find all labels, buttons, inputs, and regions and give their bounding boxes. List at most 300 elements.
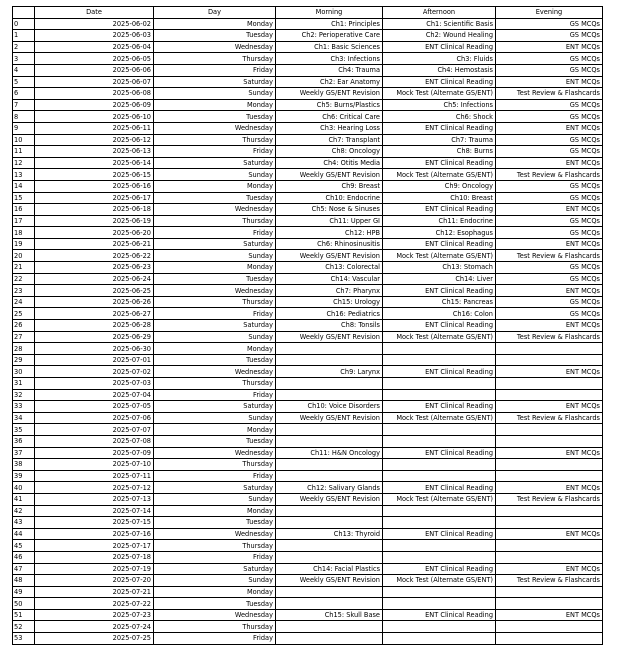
day-cell: Wednesday [154, 285, 276, 297]
afternoon-cell: Mock Test (Alternate GS/ENT) [383, 412, 496, 424]
row-index: 23 [13, 285, 35, 297]
table-row [13, 53, 603, 65]
row-index: 2 [13, 41, 35, 53]
afternoon-cell: Ch3: Fluids [383, 53, 496, 65]
evening-cell: ENT MCQs [496, 157, 603, 169]
day-cell: Friday [154, 633, 276, 645]
afternoon-cell: Ch12: Esophagus [383, 227, 496, 239]
date-cell: 2025-07-08 [35, 435, 154, 447]
row-index: 33 [13, 401, 35, 413]
day-cell: Monday [154, 262, 276, 274]
day-cell: Sunday [154, 331, 276, 343]
morning-cell: Weekly GS/ENT Revision [276, 250, 383, 262]
afternoon-cell: ENT Clinical Reading [383, 482, 496, 494]
day-cell: Tuesday [154, 30, 276, 42]
table-row [13, 482, 603, 494]
morning-cell: Ch8: Tonsils [276, 320, 383, 332]
evening-cell: GS MCQs [496, 296, 603, 308]
date-cell: 2025-06-10 [35, 111, 154, 123]
table-row [13, 250, 603, 262]
afternoon-cell [383, 621, 496, 633]
row-index: 35 [13, 424, 35, 436]
morning-cell [276, 459, 383, 471]
row-index: 18 [13, 227, 35, 239]
afternoon-cell: Ch14: Liver [383, 273, 496, 285]
evening-cell: GS MCQs [496, 273, 603, 285]
afternoon-cell: Mock Test (Alternate GS/ENT) [383, 493, 496, 505]
date-cell: 2025-07-20 [35, 575, 154, 587]
evening-cell [496, 378, 603, 390]
table-row [13, 378, 603, 390]
day-cell: Tuesday [154, 435, 276, 447]
morning-cell [276, 517, 383, 529]
morning-cell [276, 389, 383, 401]
day-cell: Saturday [154, 401, 276, 413]
table-row [13, 633, 603, 645]
morning-cell: Ch9: Breast [276, 180, 383, 192]
evening-cell: GS MCQs [496, 64, 603, 76]
date-cell: 2025-06-20 [35, 227, 154, 239]
afternoon-cell: Ch16: Colon [383, 308, 496, 320]
evening-cell: Test Review & Flashcards [496, 250, 603, 262]
morning-cell: Weekly GS/ENT Revision [276, 493, 383, 505]
row-index: 34 [13, 412, 35, 424]
row-index: 17 [13, 215, 35, 227]
morning-cell: Ch15: Skull Base [276, 609, 383, 621]
date-cell: 2025-06-09 [35, 99, 154, 111]
evening-cell: GS MCQs [496, 18, 603, 30]
evening-cell: ENT MCQs [496, 401, 603, 413]
date-cell: 2025-07-18 [35, 551, 154, 563]
row-index: 20 [13, 250, 35, 262]
afternoon-cell: Ch4: Hemostasis [383, 64, 496, 76]
date-cell: 2025-07-02 [35, 366, 154, 378]
date-cell: 2025-06-15 [35, 169, 154, 181]
afternoon-cell: Mock Test (Alternate GS/ENT) [383, 575, 496, 587]
date-cell: 2025-07-14 [35, 505, 154, 517]
afternoon-cell: Mock Test (Alternate GS/ENT) [383, 331, 496, 343]
row-index: 38 [13, 459, 35, 471]
date-cell: 2025-06-27 [35, 308, 154, 320]
evening-cell [496, 435, 603, 447]
table-row [13, 296, 603, 308]
table-row [13, 609, 603, 621]
table-row [13, 586, 603, 598]
table-row [13, 157, 603, 169]
row-index: 47 [13, 563, 35, 575]
date-cell: 2025-07-07 [35, 424, 154, 436]
table-row [13, 470, 603, 482]
table-row [13, 122, 603, 134]
afternoon-cell: ENT Clinical Reading [383, 204, 496, 216]
afternoon-cell: Ch10: Breast [383, 192, 496, 204]
header-date: Date [35, 7, 154, 19]
evening-cell: GS MCQs [496, 146, 603, 158]
afternoon-cell: Ch9: Oncology [383, 180, 496, 192]
table-row [13, 41, 603, 53]
afternoon-cell: ENT Clinical Reading [383, 401, 496, 413]
morning-cell: Ch1: Basic Sciences [276, 41, 383, 53]
row-index: 4 [13, 64, 35, 76]
afternoon-cell [383, 354, 496, 366]
table-row [13, 459, 603, 471]
evening-cell: Test Review & Flashcards [496, 331, 603, 343]
row-index: 22 [13, 273, 35, 285]
afternoon-cell: ENT Clinical Reading [383, 285, 496, 297]
row-index: 29 [13, 354, 35, 366]
morning-cell: Ch10: Voice Disorders [276, 401, 383, 413]
table-row [13, 308, 603, 320]
evening-cell [496, 459, 603, 471]
evening-cell: ENT MCQs [496, 76, 603, 88]
row-index: 25 [13, 308, 35, 320]
evening-cell: GS MCQs [496, 53, 603, 65]
date-cell: 2025-06-28 [35, 320, 154, 332]
day-cell: Friday [154, 64, 276, 76]
day-cell: Sunday [154, 493, 276, 505]
day-cell: Saturday [154, 320, 276, 332]
date-cell: 2025-07-04 [35, 389, 154, 401]
date-cell: 2025-06-03 [35, 30, 154, 42]
morning-cell: Ch1: Principles [276, 18, 383, 30]
row-index: 19 [13, 238, 35, 250]
evening-cell: ENT MCQs [496, 609, 603, 621]
morning-cell: Ch14: Vascular [276, 273, 383, 285]
date-cell: 2025-06-06 [35, 64, 154, 76]
evening-cell [496, 343, 603, 355]
date-cell: 2025-06-19 [35, 215, 154, 227]
day-cell: Sunday [154, 575, 276, 587]
date-cell: 2025-06-23 [35, 262, 154, 274]
morning-cell: Ch11: H&N Oncology [276, 447, 383, 459]
row-index: 11 [13, 146, 35, 158]
afternoon-cell [383, 435, 496, 447]
table-row [13, 99, 603, 111]
afternoon-cell: ENT Clinical Reading [383, 76, 496, 88]
afternoon-cell: ENT Clinical Reading [383, 157, 496, 169]
evening-cell: ENT MCQs [496, 204, 603, 216]
row-index: 44 [13, 528, 35, 540]
afternoon-cell: ENT Clinical Reading [383, 447, 496, 459]
afternoon-cell: ENT Clinical Reading [383, 366, 496, 378]
table-row [13, 412, 603, 424]
date-cell: 2025-06-04 [35, 41, 154, 53]
date-cell: 2025-06-08 [35, 88, 154, 100]
evening-cell: Test Review & Flashcards [496, 575, 603, 587]
date-cell: 2025-06-12 [35, 134, 154, 146]
row-index: 28 [13, 343, 35, 355]
row-index: 26 [13, 320, 35, 332]
day-cell: Saturday [154, 482, 276, 494]
day-cell: Sunday [154, 412, 276, 424]
table-row [13, 447, 603, 459]
table-row [13, 30, 603, 42]
morning-cell [276, 378, 383, 390]
date-cell: 2025-07-06 [35, 412, 154, 424]
table-row [13, 540, 603, 552]
morning-cell: Weekly GS/ENT Revision [276, 575, 383, 587]
afternoon-cell: Mock Test (Alternate GS/ENT) [383, 250, 496, 262]
afternoon-cell [383, 517, 496, 529]
day-cell: Monday [154, 18, 276, 30]
day-cell: Wednesday [154, 41, 276, 53]
row-index: 27 [13, 331, 35, 343]
evening-cell [496, 424, 603, 436]
date-cell: 2025-06-26 [35, 296, 154, 308]
table-row [13, 111, 603, 123]
evening-cell: GS MCQs [496, 308, 603, 320]
date-cell: 2025-07-01 [35, 354, 154, 366]
evening-cell: ENT MCQs [496, 41, 603, 53]
day-cell: Thursday [154, 459, 276, 471]
afternoon-cell: ENT Clinical Reading [383, 41, 496, 53]
table-row [13, 238, 603, 250]
date-cell: 2025-07-10 [35, 459, 154, 471]
morning-cell: Ch12: HPB [276, 227, 383, 239]
afternoon-cell: Ch7: Trauma [383, 134, 496, 146]
row-index: 45 [13, 540, 35, 552]
day-cell: Tuesday [154, 517, 276, 529]
table-row [13, 331, 603, 343]
row-index: 39 [13, 470, 35, 482]
morning-cell [276, 470, 383, 482]
table-row [13, 343, 603, 355]
morning-cell [276, 540, 383, 552]
date-cell: 2025-06-24 [35, 273, 154, 285]
morning-cell: Ch3: Infections [276, 53, 383, 65]
table-row [13, 204, 603, 216]
day-cell: Sunday [154, 88, 276, 100]
date-cell: 2025-06-29 [35, 331, 154, 343]
morning-cell: Ch11: Upper GI [276, 215, 383, 227]
table-row [13, 215, 603, 227]
date-cell: 2025-07-16 [35, 528, 154, 540]
evening-cell: ENT MCQs [496, 447, 603, 459]
morning-cell: Ch5: Burns/Plastics [276, 99, 383, 111]
day-cell: Tuesday [154, 111, 276, 123]
row-index: 6 [13, 88, 35, 100]
table-row [13, 320, 603, 332]
day-cell: Thursday [154, 215, 276, 227]
evening-cell: GS MCQs [496, 134, 603, 146]
afternoon-cell: Ch13: Stomach [383, 262, 496, 274]
header-evening: Evening [496, 7, 603, 19]
evening-cell [496, 540, 603, 552]
evening-cell: GS MCQs [496, 215, 603, 227]
morning-cell: Ch7: Transplant [276, 134, 383, 146]
date-cell: 2025-07-24 [35, 621, 154, 633]
row-index: 15 [13, 192, 35, 204]
row-index: 52 [13, 621, 35, 633]
row-index: 31 [13, 378, 35, 390]
date-cell: 2025-07-09 [35, 447, 154, 459]
row-index: 10 [13, 134, 35, 146]
afternoon-cell [383, 586, 496, 598]
date-cell: 2025-07-03 [35, 378, 154, 390]
row-index: 37 [13, 447, 35, 459]
date-cell: 2025-06-02 [35, 18, 154, 30]
afternoon-cell: ENT Clinical Reading [383, 528, 496, 540]
evening-cell [496, 586, 603, 598]
table-row [13, 435, 603, 447]
table-row [13, 169, 603, 181]
date-cell: 2025-07-21 [35, 586, 154, 598]
day-cell: Tuesday [154, 192, 276, 204]
day-cell: Wednesday [154, 122, 276, 134]
header-day: Day [154, 7, 276, 19]
date-cell: 2025-06-14 [35, 157, 154, 169]
date-cell: 2025-06-05 [35, 53, 154, 65]
row-index: 50 [13, 598, 35, 610]
date-cell: 2025-07-22 [35, 598, 154, 610]
afternoon-cell: Ch6: Shock [383, 111, 496, 123]
day-cell: Tuesday [154, 354, 276, 366]
afternoon-cell: Ch1: Scientific Basis [383, 18, 496, 30]
morning-cell: Ch5: Nose & Sinuses [276, 204, 383, 216]
morning-cell: Weekly GS/ENT Revision [276, 169, 383, 181]
day-cell: Thursday [154, 621, 276, 633]
afternoon-cell: Ch8: Burns [383, 146, 496, 158]
table-row [13, 528, 603, 540]
day-cell: Saturday [154, 76, 276, 88]
row-index: 0 [13, 18, 35, 30]
evening-cell: ENT MCQs [496, 320, 603, 332]
row-index: 48 [13, 575, 35, 587]
afternoon-cell: ENT Clinical Reading [383, 238, 496, 250]
day-cell: Monday [154, 343, 276, 355]
morning-cell: Ch9: Larynx [276, 366, 383, 378]
afternoon-cell [383, 505, 496, 517]
row-index: 40 [13, 482, 35, 494]
morning-cell: Ch7: Pharynx [276, 285, 383, 297]
morning-cell [276, 598, 383, 610]
morning-cell: Ch12: Salivary Glands [276, 482, 383, 494]
morning-cell [276, 505, 383, 517]
table-row [13, 598, 603, 610]
row-index: 30 [13, 366, 35, 378]
evening-cell [496, 389, 603, 401]
date-cell: 2025-06-11 [35, 122, 154, 134]
table-row [13, 76, 603, 88]
afternoon-cell [383, 389, 496, 401]
table-row [13, 389, 603, 401]
afternoon-cell [383, 540, 496, 552]
evening-cell: Test Review & Flashcards [496, 412, 603, 424]
date-cell: 2025-06-07 [35, 76, 154, 88]
day-cell: Tuesday [154, 273, 276, 285]
afternoon-cell: Ch11: Endocrine [383, 215, 496, 227]
day-cell: Thursday [154, 296, 276, 308]
day-cell: Wednesday [154, 204, 276, 216]
row-index: 53 [13, 633, 35, 645]
table-row [13, 64, 603, 76]
day-cell: Friday [154, 146, 276, 158]
morning-cell [276, 435, 383, 447]
date-cell: 2025-07-12 [35, 482, 154, 494]
morning-cell: Ch6: Critical Care [276, 111, 383, 123]
morning-cell: Ch2: Ear Anatomy [276, 76, 383, 88]
table-row [13, 18, 603, 30]
table-row [13, 401, 603, 413]
day-cell: Thursday [154, 378, 276, 390]
afternoon-cell: ENT Clinical Reading [383, 563, 496, 575]
date-cell: 2025-07-05 [35, 401, 154, 413]
row-index: 51 [13, 609, 35, 621]
row-index: 16 [13, 204, 35, 216]
table-row [13, 493, 603, 505]
row-index: 5 [13, 76, 35, 88]
morning-cell: Ch13: Colorectal [276, 262, 383, 274]
afternoon-cell [383, 424, 496, 436]
evening-cell [496, 633, 603, 645]
evening-cell: ENT MCQs [496, 563, 603, 575]
evening-cell: ENT MCQs [496, 528, 603, 540]
evening-cell: GS MCQs [496, 227, 603, 239]
evening-cell: GS MCQs [496, 99, 603, 111]
date-cell: 2025-06-13 [35, 146, 154, 158]
afternoon-cell [383, 551, 496, 563]
row-index: 36 [13, 435, 35, 447]
evening-cell: Test Review & Flashcards [496, 169, 603, 181]
table-row [13, 505, 603, 517]
evening-cell: ENT MCQs [496, 238, 603, 250]
evening-cell [496, 505, 603, 517]
table-header [13, 7, 603, 19]
date-cell: 2025-06-16 [35, 180, 154, 192]
morning-cell: Weekly GS/ENT Revision [276, 331, 383, 343]
morning-cell [276, 424, 383, 436]
table-row [13, 575, 603, 587]
day-cell: Wednesday [154, 528, 276, 540]
morning-cell [276, 343, 383, 355]
evening-cell: GS MCQs [496, 192, 603, 204]
row-index: 32 [13, 389, 35, 401]
table-row [13, 563, 603, 575]
day-cell: Monday [154, 505, 276, 517]
day-cell: Monday [154, 424, 276, 436]
date-cell: 2025-07-17 [35, 540, 154, 552]
day-cell: Wednesday [154, 366, 276, 378]
evening-cell [496, 621, 603, 633]
afternoon-cell: ENT Clinical Reading [383, 122, 496, 134]
row-index: 1 [13, 30, 35, 42]
header-afternoon: Afternoon [383, 7, 496, 19]
morning-cell: Ch3: Hearing Loss [276, 122, 383, 134]
row-index: 24 [13, 296, 35, 308]
table-row [13, 146, 603, 158]
afternoon-cell: Mock Test (Alternate GS/ENT) [383, 169, 496, 181]
morning-cell: Ch2: Perioperative Care [276, 30, 383, 42]
row-index: 41 [13, 493, 35, 505]
afternoon-cell [383, 378, 496, 390]
row-index: 8 [13, 111, 35, 123]
header-row [13, 7, 603, 19]
afternoon-cell [383, 459, 496, 471]
evening-cell [496, 551, 603, 563]
evening-cell [496, 470, 603, 482]
evening-cell: GS MCQs [496, 30, 603, 42]
day-cell: Sunday [154, 250, 276, 262]
afternoon-cell: Mock Test (Alternate GS/ENT) [383, 88, 496, 100]
afternoon-cell [383, 598, 496, 610]
morning-cell [276, 551, 383, 563]
date-cell: 2025-07-15 [35, 517, 154, 529]
table-row [13, 285, 603, 297]
row-index: 42 [13, 505, 35, 517]
day-cell: Monday [154, 586, 276, 598]
day-cell: Saturday [154, 238, 276, 250]
morning-cell: Ch4: Trauma [276, 64, 383, 76]
